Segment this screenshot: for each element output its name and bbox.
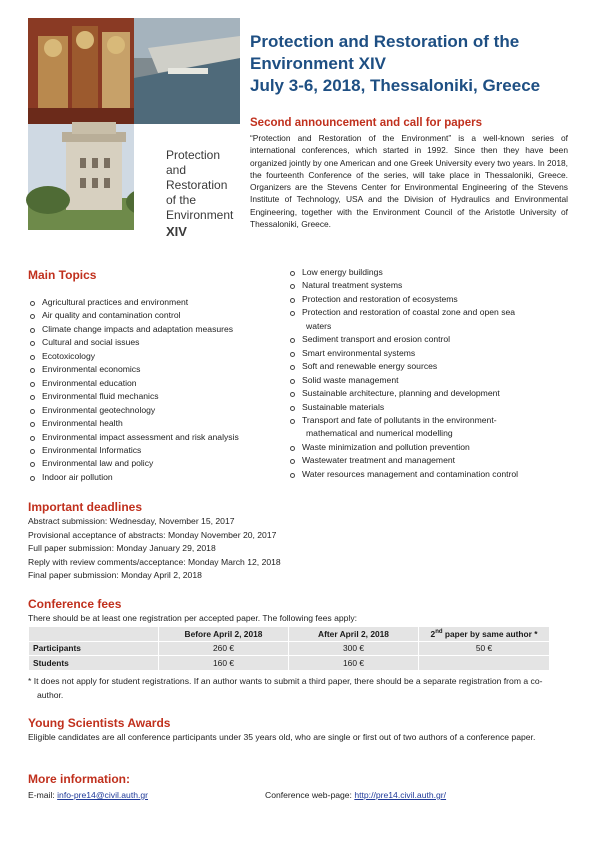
topic-item <box>288 441 570 454</box>
topic-text: Sustainable architecture, planning and development <box>302 388 500 399</box>
second-paper-suffix: nd <box>435 628 443 635</box>
topic-item: Ecotoxicology <box>28 350 280 363</box>
topic-item: Air quality and contamination control <box>28 309 280 322</box>
main-topics-heading: Main Topics <box>28 268 97 282</box>
topic-text: Solid waste management <box>302 374 399 385</box>
topic-item <box>288 414 570 441</box>
topic-text: Transport and fate of pollutants in the environment- <box>302 414 497 425</box>
topic-item <box>288 360 570 373</box>
topics-list-left <box>28 296 280 484</box>
fees-heading: Conference fees <box>28 597 122 611</box>
fees-cell: 300 € <box>289 641 419 656</box>
logo-line: and <box>166 163 187 177</box>
fees-table <box>28 626 550 671</box>
topic-item <box>288 387 570 400</box>
deadline-item: Provisional acceptance of abstracts: Monday November 20, 2017 <box>28 529 277 540</box>
email-link[interactable]: info-pre14@civil.auth.gr <box>57 790 149 800</box>
fees-col-blank <box>29 627 159 642</box>
awards-body: Eligible candidates are all conference participants under 35 years old, who are single or first out of two authors of a conference paper. <box>28 732 536 742</box>
topic-item: Indoor air pollution <box>28 471 280 484</box>
topic-item: Environmental Informatics <box>28 444 280 457</box>
fees-cell: 160 € <box>289 656 419 671</box>
topic-item <box>288 374 570 387</box>
logo-line: Environment <box>166 208 234 222</box>
fees-intro: There should be at least one registration per accepted paper. The following fees apply: <box>28 613 357 623</box>
topic-item: Environmental education <box>28 377 280 390</box>
topic-item: Environmental impact assessment and risk analysis <box>28 431 280 444</box>
topic-item: Agricultural practices and environment <box>28 296 280 309</box>
announcement-heading: Second announcement and call for papers <box>250 117 482 129</box>
conference-title <box>250 31 570 97</box>
title-dates-location: July 3-6, 2018, Thessaloniki, Greece <box>250 76 541 95</box>
fees-header-row <box>29 627 550 642</box>
topic-text: Waste minimization and pollution prevention <box>302 441 470 452</box>
topic-item <box>288 468 570 481</box>
topic-item <box>288 347 570 360</box>
topic-item <box>288 454 570 467</box>
topic-item <box>288 266 570 279</box>
topic-item: Environmental economics <box>28 363 280 376</box>
deadline-item: Final paper submission: Monday April 2, 2018 <box>28 570 202 581</box>
fees-note-text: * It does not apply for student registrations. If an author wants to submit a third paper, there should be a separate registration from a co-author. <box>28 676 543 700</box>
title-line: Protection and Restoration of the <box>250 32 520 51</box>
fees-col-second-paper <box>419 627 550 642</box>
topic-text: Protection and restoration of ecosystems <box>302 293 458 304</box>
topic-item: Cultural and social issues <box>28 336 280 349</box>
topic-item: Environmental geotechnology <box>28 404 280 417</box>
fees-row-label: Participants <box>29 641 159 656</box>
deadline-item: Full paper submission: Monday January 29, 2018 <box>28 543 216 554</box>
deadlines-heading: Important deadlines <box>28 500 143 514</box>
topic-item: Environmental law and policy <box>28 457 280 470</box>
deadlines-list <box>28 515 548 583</box>
deadline-item: Abstract submission: Wednesday, November 15, 2017 <box>28 516 235 526</box>
topic-item: Climate change impacts and adaptation measures <box>28 323 280 336</box>
topic-text-continuation: waters <box>306 320 332 331</box>
email-line <box>28 789 148 803</box>
second-paper-number: 2 <box>430 628 436 639</box>
logo-line: of the <box>166 193 197 207</box>
logo-line: Restoration <box>166 178 228 192</box>
topic-item: Environmental health <box>28 417 280 430</box>
topics-list-right <box>288 266 570 481</box>
fees-col-after: After April 2, 2018 <box>289 627 419 642</box>
topic-item <box>288 401 570 414</box>
awards-heading: Young Scientists Awards <box>28 716 171 730</box>
fees-cell: 160 € <box>159 656 289 671</box>
topic-text: Natural treatment systems <box>302 280 403 291</box>
fees-cell: 260 € <box>159 641 289 656</box>
web-line <box>265 789 446 803</box>
topic-text: Smart environmental systems <box>302 347 416 358</box>
topic-text: Protection and restoration of coastal zone and open sea <box>302 307 516 318</box>
topic-item <box>288 279 570 292</box>
topic-text: Low energy buildings <box>302 267 383 277</box>
fees-note <box>28 675 558 702</box>
topic-text-continuation: mathematical and numerical modelling <box>306 428 453 439</box>
topic-item: Environmental fluid mechanics <box>28 390 280 403</box>
conference-logo <box>28 18 240 239</box>
topic-item <box>288 306 570 333</box>
topic-text: Sustainable materials <box>302 401 385 412</box>
topic-text: Water resources management and contamination control <box>302 468 519 479</box>
topic-text: Sediment transport and erosion control <box>302 334 451 345</box>
fees-cell <box>419 656 550 671</box>
email-label: E-mail: <box>28 790 58 800</box>
topic-item <box>288 293 570 306</box>
fees-row-participants <box>29 641 550 656</box>
announcement-body: “Protection and Restoration of the Environment” is a well-known series of international conferences, which started in 1992. Since then they have been organized jointly by one American and one Greek University every two years. In 2018, the fourteenth Conference of the series, will take place in Thessaloniki, Greece. Organizers are the Stevens Center for Environmental Engineering of the Stevens Institute of Technology, USA and the Division of Hydraulics and Environmental Engineering, together with the Environment Council of the Aristotle University of Thessaloniki, Greece. <box>250 133 568 230</box>
deadline-item: Reply with review comments/acceptance: Monday March 12, 2018 <box>28 556 281 567</box>
fees-row-students <box>29 656 550 671</box>
logo-line: Protection <box>166 148 221 162</box>
topic-text: Soft and renewable energy sources <box>302 361 438 372</box>
topic-item <box>288 333 570 346</box>
fees-cell: 50 € <box>419 641 550 656</box>
title-line: Environment XIV <box>250 54 387 73</box>
web-label: Conference web-page: <box>265 790 355 800</box>
second-paper-label: paper by same author * <box>444 628 538 639</box>
more-info-heading: More information: <box>28 772 130 786</box>
logo-roman-numeral: XIV <box>166 224 187 239</box>
topic-text: Wastewater treatment and management <box>302 455 456 466</box>
fees-row-label: Students <box>29 656 159 671</box>
web-link[interactable]: http://pre14.civil.auth.gr/ <box>354 790 447 800</box>
fees-col-before: Before April 2, 2018 <box>159 627 289 642</box>
